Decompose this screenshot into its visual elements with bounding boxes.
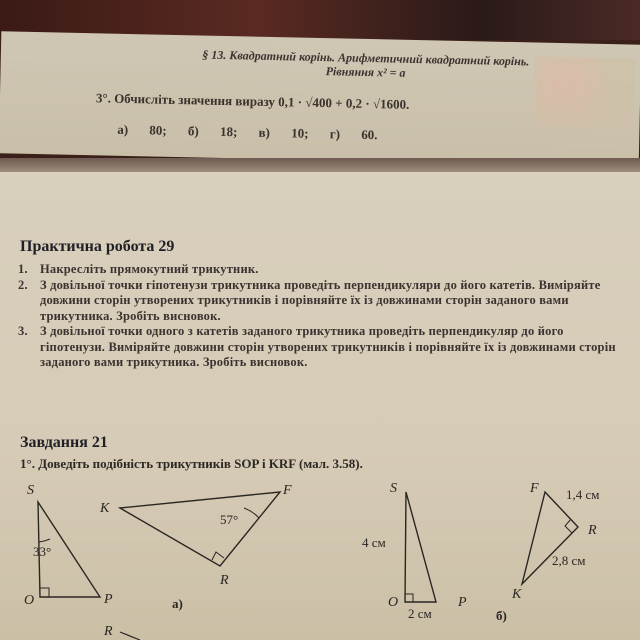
triangle-figures xyxy=(0,472,640,640)
triangle-krf-a xyxy=(120,492,280,566)
practical-step xyxy=(18,262,628,278)
label-k-b: K xyxy=(512,587,522,602)
label-p-b: P xyxy=(458,595,467,610)
triangle-frk-b xyxy=(522,492,578,584)
practical-steps-list xyxy=(18,262,628,371)
section-header-line1: § 13. Квадратний корінь. Арифметичний квадратний корінь. xyxy=(202,47,530,69)
answer-option-c: в) 10; xyxy=(258,124,309,141)
step-text: З довільної точки одного з катетів заданого трикутника проведіть перпендикуляр до його гіпотенузи. Виміряйте довжини сторін утворених трикутників і порівняйте їх із довжинами сторін заданого вами трикутника. Зробіть висновок. xyxy=(40,324,616,369)
assignment-title: Завдання 21 xyxy=(20,434,108,451)
label-r-b: R xyxy=(588,523,597,538)
label-r-a: R xyxy=(220,573,229,588)
triangle-sop-b xyxy=(405,492,436,602)
length-so-label: 4 см xyxy=(362,535,386,550)
answer-option-d: г) 60. xyxy=(329,126,378,143)
previous-page-card xyxy=(0,31,640,166)
angle-f-label: 57° xyxy=(220,512,239,527)
length-rk-label: 2,8 см xyxy=(552,553,586,568)
label-f-a: F xyxy=(283,483,292,498)
section-header-line2: Рівняння x² = a xyxy=(325,64,406,80)
practical-step xyxy=(18,324,628,371)
answer-option-b: б) 18; xyxy=(187,123,238,140)
textbook-page xyxy=(0,172,640,640)
label-s-a: S xyxy=(27,483,34,498)
practical-step xyxy=(18,278,628,325)
angle-s-label: 33° xyxy=(33,544,52,559)
label-o-a: O xyxy=(24,593,35,608)
label-p-a: P xyxy=(104,592,113,607)
length-op-label: 2 см xyxy=(408,606,432,621)
answer-options xyxy=(117,122,378,143)
figure-b-caption: б) xyxy=(496,608,507,623)
practical-work-title: Практична робота 29 xyxy=(20,238,175,255)
step-number: 3. xyxy=(18,324,28,338)
length-fr-label: 1,4 см xyxy=(566,487,600,502)
section-header xyxy=(150,46,580,83)
label-f-b: F xyxy=(530,481,539,496)
exercise-task: 3°. Обчисліть значення виразу 0,1 · √400 + 0,2 · √1600. xyxy=(95,90,410,112)
step-number: 1. xyxy=(18,262,28,276)
label-r-partial: R xyxy=(104,624,113,639)
label-o-b: O xyxy=(388,595,399,610)
label-k-a: K xyxy=(100,501,110,516)
label-s-b: S xyxy=(390,481,397,496)
assignment-task: 1°. Доведіть подібність трикутників SOP і KRF (мал. 3.58). xyxy=(20,456,363,471)
step-text: З довільної точки гіпотенузи трикутника проведіть перпендикуляри до його катетів. Виміряйте довжини сторін утворених трикутників і порівняйте їх із довжинами сторін заданого вами трикутника. Зробіть висновок. xyxy=(40,277,601,323)
figure-a-caption: а) xyxy=(172,596,183,611)
step-number: 2. xyxy=(18,277,28,292)
step-text: Накресліть прямокутний трикутник. xyxy=(40,262,259,276)
answer-option-a: а) 80; xyxy=(117,121,167,138)
